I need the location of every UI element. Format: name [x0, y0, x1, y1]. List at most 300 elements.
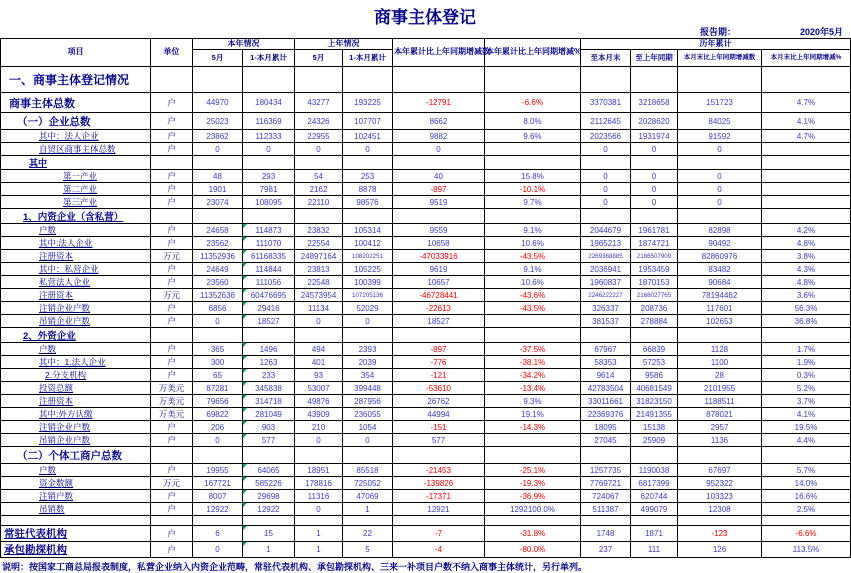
- value-cell: 577: [243, 434, 295, 447]
- value-cell: 2044679: [581, 224, 631, 237]
- value-cell: 9586: [631, 369, 678, 382]
- row-label: 注册资本: [1, 395, 151, 408]
- unit-cell: 万美元: [151, 395, 193, 408]
- row-label: 第三产业: [1, 196, 151, 209]
- value-cell: 31823150: [631, 395, 678, 408]
- value-cell: 287956: [343, 395, 393, 408]
- unit-cell: 户: [151, 113, 193, 130]
- value-cell: 1190038: [631, 464, 678, 477]
- value-cell: 91592: [678, 130, 762, 143]
- row-label: 私营法人企业: [1, 276, 151, 289]
- value-cell: 67967: [581, 343, 631, 356]
- value-cell: 1871: [631, 526, 678, 542]
- value-cell: 1870153: [631, 276, 678, 289]
- row-label: [1, 516, 151, 526]
- col-group-this-year: 本年情况: [193, 39, 295, 50]
- value-cell: [581, 447, 631, 464]
- unit-cell: 万元: [151, 477, 193, 490]
- report-period: [0, 24, 850, 38]
- value-cell: [295, 156, 343, 170]
- unit-cell: 户: [151, 93, 193, 113]
- table-row: [1, 289, 851, 302]
- value-cell: 151723: [678, 93, 762, 113]
- value-cell: [678, 67, 762, 93]
- value-cell: 61168335: [243, 250, 295, 263]
- table-row: [1, 503, 851, 516]
- value-cell: -38.1%: [485, 356, 581, 369]
- value-cell: 23562: [193, 237, 243, 250]
- value-cell: 22548: [295, 276, 343, 289]
- col-header-to-month-end: 至本月末: [581, 50, 631, 67]
- value-cell: [485, 67, 581, 93]
- row-label: 吊销企业户数: [1, 315, 151, 328]
- value-cell: 15138: [631, 421, 678, 434]
- value-cell: 25909: [631, 434, 678, 447]
- row-label: 2.分支机构: [1, 369, 151, 382]
- table-row: [1, 408, 851, 421]
- value-cell: 2168027765: [631, 289, 678, 302]
- value-cell: 1292100.0%: [485, 503, 581, 516]
- value-cell: [485, 434, 581, 447]
- col-header-this-cum: 1-本月累计: [243, 50, 295, 67]
- value-cell: -6.6%: [485, 93, 581, 113]
- value-cell: -10.1%: [485, 183, 581, 196]
- value-cell: 23832: [295, 224, 343, 237]
- value-cell: 24573954: [295, 289, 343, 302]
- unit-cell: [151, 447, 193, 464]
- table-row: [1, 395, 851, 408]
- value-cell: 4.7%: [762, 130, 851, 143]
- value-cell: 0: [343, 315, 393, 328]
- unit-cell: 户: [151, 421, 193, 434]
- value-cell: 19955: [193, 464, 243, 477]
- table-row: [1, 421, 851, 434]
- value-cell: 236055: [343, 408, 393, 421]
- value-cell: 9619: [393, 263, 485, 276]
- value-cell: 2023566: [581, 130, 631, 143]
- value-cell: 85518: [343, 464, 393, 477]
- value-cell: [631, 67, 678, 93]
- value-cell: 0: [631, 196, 678, 209]
- value-cell: 0: [193, 143, 243, 156]
- table-row: [1, 156, 851, 170]
- value-cell: 66839: [631, 343, 678, 356]
- value-cell: [762, 516, 851, 526]
- value-cell: 8.0%: [485, 113, 581, 130]
- value-cell: -4: [393, 542, 485, 558]
- value-cell: 0: [678, 196, 762, 209]
- value-cell: 19.1%: [485, 408, 581, 421]
- value-cell: 1128: [678, 343, 762, 356]
- value-cell: [243, 516, 295, 526]
- value-cell: [485, 447, 581, 464]
- row-label: 注销企业户数: [1, 302, 151, 315]
- table-row: [1, 93, 851, 113]
- value-cell: 2162: [295, 183, 343, 196]
- value-cell: [631, 328, 678, 343]
- value-cell: 18527: [243, 315, 295, 328]
- value-cell: [678, 447, 762, 464]
- value-cell: 4.3%: [762, 263, 851, 276]
- value-cell: 300: [193, 356, 243, 369]
- unit-cell: [151, 67, 193, 93]
- row-label: 注销户数: [1, 490, 151, 503]
- value-cell: 22: [343, 526, 393, 542]
- table-row: [1, 343, 851, 356]
- value-cell: 10658: [393, 237, 485, 250]
- value-cell: 2269368885: [581, 250, 631, 263]
- value-cell: [485, 315, 581, 328]
- value-cell: [678, 156, 762, 170]
- value-cell: 0: [393, 143, 485, 156]
- value-cell: 60476695: [243, 289, 295, 302]
- value-cell: 90684: [678, 276, 762, 289]
- value-cell: 6856: [193, 302, 243, 315]
- value-cell: -34.2%: [485, 369, 581, 382]
- value-cell: 0: [581, 196, 631, 209]
- unit-cell: 万元: [151, 289, 193, 302]
- value-cell: 79656: [193, 395, 243, 408]
- value-cell: 54: [295, 170, 343, 183]
- value-cell: [762, 447, 851, 464]
- value-cell: 29416: [243, 302, 295, 315]
- value-cell: 8007: [193, 490, 243, 503]
- row-label: 其中：法人企业: [1, 130, 151, 143]
- table-row: [1, 113, 851, 130]
- unit-cell: 万美元: [151, 382, 193, 395]
- value-cell: -80.0%: [485, 542, 581, 558]
- value-cell: 105225: [343, 263, 393, 276]
- value-cell: [343, 516, 393, 526]
- value-cell: 24326: [295, 113, 343, 130]
- report-period-label: 报告期：: [700, 27, 737, 37]
- row-label: 投资总额: [1, 382, 151, 395]
- unit-cell: 户: [151, 434, 193, 447]
- value-cell: 903: [243, 421, 295, 434]
- value-cell: [295, 209, 343, 224]
- unit-cell: 户: [151, 263, 193, 276]
- row-label: 资金数额: [1, 477, 151, 490]
- value-cell: 293: [243, 170, 295, 183]
- value-cell: -31.8%: [485, 526, 581, 542]
- row-label: 户数: [1, 343, 151, 356]
- value-cell: -13.4%: [485, 382, 581, 395]
- value-cell: -151: [393, 421, 485, 434]
- value-cell: 12922: [193, 503, 243, 516]
- value-cell: 4.1%: [762, 113, 851, 130]
- value-cell: 5.7%: [762, 464, 851, 477]
- col-header-hist-diff-pct: 本月末比上年同期增减%: [762, 50, 851, 67]
- value-cell: 15: [243, 526, 295, 542]
- value-cell: 2036941: [581, 263, 631, 276]
- table-row: [1, 447, 851, 464]
- value-cell: 8878: [343, 183, 393, 196]
- value-cell: [762, 156, 851, 170]
- value-cell: 1960837: [581, 276, 631, 289]
- value-cell: 3218658: [631, 93, 678, 113]
- unit-cell: 户: [151, 130, 193, 143]
- value-cell: -776: [393, 356, 485, 369]
- value-cell: 108202251: [343, 250, 393, 263]
- value-cell: 49876: [295, 395, 343, 408]
- col-header-this-may: 5月: [193, 50, 243, 67]
- unit-cell: 户: [151, 237, 193, 250]
- unit-cell: 万元: [151, 250, 193, 263]
- registration-table: [0, 38, 851, 558]
- col-header-diff-pct: 本年累计比上年同期增减%: [485, 39, 581, 67]
- value-cell: 9.1%: [485, 224, 581, 237]
- table-row: [1, 369, 851, 382]
- value-cell: 0: [678, 143, 762, 156]
- table-row: [1, 130, 851, 143]
- table-row: [1, 356, 851, 369]
- table-row: [1, 170, 851, 183]
- value-cell: 345838: [243, 382, 295, 395]
- value-cell: -43.5%: [485, 302, 581, 315]
- value-cell: 3.6%: [762, 289, 851, 302]
- unit-cell: 户: [151, 490, 193, 503]
- value-cell: 102451: [343, 130, 393, 143]
- value-cell: -47033916: [393, 250, 485, 263]
- value-cell: 33011661: [581, 395, 631, 408]
- value-cell: 4.7%: [762, 93, 851, 113]
- value-cell: 9.3%: [485, 395, 581, 408]
- value-cell: -43.6%: [485, 289, 581, 302]
- value-cell: 2101955: [678, 382, 762, 395]
- value-cell: 10.6%: [485, 276, 581, 289]
- value-cell: 6: [193, 526, 243, 542]
- value-cell: 23813: [295, 263, 343, 276]
- value-cell: [485, 516, 581, 526]
- value-cell: 5: [343, 542, 393, 558]
- value-cell: [631, 156, 678, 170]
- value-cell: 0: [243, 143, 295, 156]
- value-cell: 399448: [343, 382, 393, 395]
- value-cell: 12308: [678, 503, 762, 516]
- value-cell: 107707: [343, 113, 393, 130]
- value-cell: 16.6%: [762, 490, 851, 503]
- value-cell: 100399: [343, 276, 393, 289]
- value-cell: 281049: [243, 408, 295, 421]
- value-cell: [678, 516, 762, 526]
- unit-cell: [151, 328, 193, 343]
- value-cell: [485, 156, 581, 170]
- value-cell: 114844: [243, 263, 295, 276]
- table-row: [1, 224, 851, 237]
- value-cell: [243, 328, 295, 343]
- value-cell: [581, 516, 631, 526]
- unit-cell: 户: [151, 542, 193, 558]
- value-cell: 48: [193, 170, 243, 183]
- value-cell: [295, 67, 343, 93]
- unit-cell: 户: [151, 276, 193, 289]
- value-cell: 1.9%: [762, 356, 851, 369]
- value-cell: [243, 156, 295, 170]
- value-cell: [762, 328, 851, 343]
- value-cell: 9559: [393, 224, 485, 237]
- unit-cell: [151, 209, 193, 224]
- value-cell: 0: [581, 170, 631, 183]
- value-cell: 42783504: [581, 382, 631, 395]
- value-cell: 82898: [678, 224, 762, 237]
- value-cell: 2393: [343, 343, 393, 356]
- value-cell: 11316: [295, 490, 343, 503]
- value-cell: 1100: [678, 356, 762, 369]
- value-cell: 3.7%: [762, 395, 851, 408]
- value-cell: [631, 447, 678, 464]
- value-cell: 0: [343, 434, 393, 447]
- row-label: （二）个体工商户总数: [1, 447, 151, 464]
- value-cell: 23560: [193, 276, 243, 289]
- value-cell: 253: [343, 170, 393, 183]
- row-label: 其中:外方认缴: [1, 408, 151, 421]
- value-cell: 102653: [678, 315, 762, 328]
- value-cell: 22554: [295, 237, 343, 250]
- row-label: 常驻代表机构: [1, 526, 151, 542]
- value-cell: [243, 447, 295, 464]
- value-cell: 193225: [343, 93, 393, 113]
- value-cell: [295, 516, 343, 526]
- value-cell: 314718: [243, 395, 295, 408]
- value-cell: 4.1%: [762, 408, 851, 421]
- value-cell: 43909: [295, 408, 343, 421]
- value-cell: 44994: [393, 408, 485, 421]
- value-cell: 78194462: [678, 289, 762, 302]
- value-cell: [193, 156, 243, 170]
- value-cell: 0: [193, 315, 243, 328]
- value-cell: [295, 328, 343, 343]
- value-cell: 107205136: [343, 289, 393, 302]
- value-cell: [762, 170, 851, 183]
- value-cell: 208736: [631, 302, 678, 315]
- value-cell: 4.2%: [762, 224, 851, 237]
- value-cell: 9614: [581, 369, 631, 382]
- value-cell: [485, 143, 581, 156]
- unit-cell: 户: [151, 143, 193, 156]
- col-header-diff: 本年累计比上年同期增减数: [393, 39, 485, 67]
- value-cell: 180434: [243, 93, 295, 113]
- unit-cell: 户: [151, 369, 193, 382]
- row-label: 2、外资企业: [1, 328, 151, 343]
- value-cell: 21491355: [631, 408, 678, 421]
- row-label: 注册资本: [1, 250, 151, 263]
- value-cell: 620744: [631, 490, 678, 503]
- value-cell: 0: [581, 183, 631, 196]
- value-cell: 0: [631, 183, 678, 196]
- unit-cell: 户: [151, 302, 193, 315]
- value-cell: 401: [295, 356, 343, 369]
- value-cell: 0: [295, 434, 343, 447]
- value-cell: 724067: [581, 490, 631, 503]
- value-cell: 18527: [393, 315, 485, 328]
- value-cell: 4.8%: [762, 276, 851, 289]
- value-cell: [485, 209, 581, 224]
- value-cell: -36.9%: [485, 490, 581, 503]
- table-row: [1, 477, 851, 490]
- value-cell: -22613: [393, 302, 485, 315]
- value-cell: 0: [343, 143, 393, 156]
- value-cell: 44970: [193, 93, 243, 113]
- row-label: 1、内资企业（含私营）: [1, 209, 151, 224]
- value-cell: [393, 516, 485, 526]
- row-label: 自贸区商事主体总数: [1, 143, 151, 156]
- value-cell: [343, 209, 393, 224]
- table-row: [1, 276, 851, 289]
- value-cell: 58353: [581, 356, 631, 369]
- unit-cell: 户: [151, 503, 193, 516]
- value-cell: 111: [631, 542, 678, 558]
- value-cell: 278884: [631, 315, 678, 328]
- table-row: [1, 328, 851, 343]
- value-cell: 47069: [343, 490, 393, 503]
- value-cell: 0: [631, 170, 678, 183]
- table-row: [1, 143, 851, 156]
- value-cell: [678, 328, 762, 343]
- table-row: [1, 67, 851, 93]
- value-cell: -897: [393, 183, 485, 196]
- value-cell: 8662: [393, 113, 485, 130]
- unit-cell: [151, 156, 193, 170]
- value-cell: [393, 156, 485, 170]
- row-label: 其中:法人企业: [1, 237, 151, 250]
- value-cell: 10657: [393, 276, 485, 289]
- unit-cell: 户: [151, 526, 193, 542]
- value-cell: 1: [295, 542, 343, 558]
- value-cell: -25.1%: [485, 464, 581, 477]
- unit-cell: 户: [151, 224, 193, 237]
- value-cell: -12791: [393, 93, 485, 113]
- row-label: 第二产业: [1, 183, 151, 196]
- value-cell: 36.8%: [762, 315, 851, 328]
- value-cell: 1: [243, 542, 295, 558]
- value-cell: 2186507909: [631, 250, 678, 263]
- value-cell: 0: [295, 315, 343, 328]
- value-cell: -17371: [393, 490, 485, 503]
- value-cell: 23862: [193, 130, 243, 143]
- value-cell: [762, 196, 851, 209]
- value-cell: 0: [581, 143, 631, 156]
- value-cell: 1: [295, 526, 343, 542]
- col-header-item: 项目: [1, 39, 151, 67]
- value-cell: 2028620: [631, 113, 678, 130]
- value-cell: [581, 209, 631, 224]
- value-cell: [343, 67, 393, 93]
- value-cell: 40681549: [631, 382, 678, 395]
- value-cell: [631, 516, 678, 526]
- value-cell: 113.5%: [762, 542, 851, 558]
- row-label: 其中：私营企业: [1, 263, 151, 276]
- value-cell: 52029: [343, 302, 393, 315]
- value-cell: 9519: [393, 196, 485, 209]
- value-cell: 111070: [243, 237, 295, 250]
- value-cell: 22955: [295, 130, 343, 143]
- value-cell: 53007: [295, 382, 343, 395]
- value-cell: 87281: [193, 382, 243, 395]
- value-cell: 69822: [193, 408, 243, 421]
- value-cell: 952322: [678, 477, 762, 490]
- col-header-last-may: 5月: [295, 50, 343, 67]
- value-cell: 0: [678, 183, 762, 196]
- value-cell: [762, 67, 851, 93]
- table-row: [1, 250, 851, 263]
- value-cell: 4.8%: [762, 237, 851, 250]
- row-label: 其中：1.法人企业: [1, 356, 151, 369]
- table-row: [1, 302, 851, 315]
- value-cell: [193, 447, 243, 464]
- value-cell: 499079: [631, 503, 678, 516]
- unit-cell: 户: [151, 343, 193, 356]
- table-row: [1, 526, 851, 542]
